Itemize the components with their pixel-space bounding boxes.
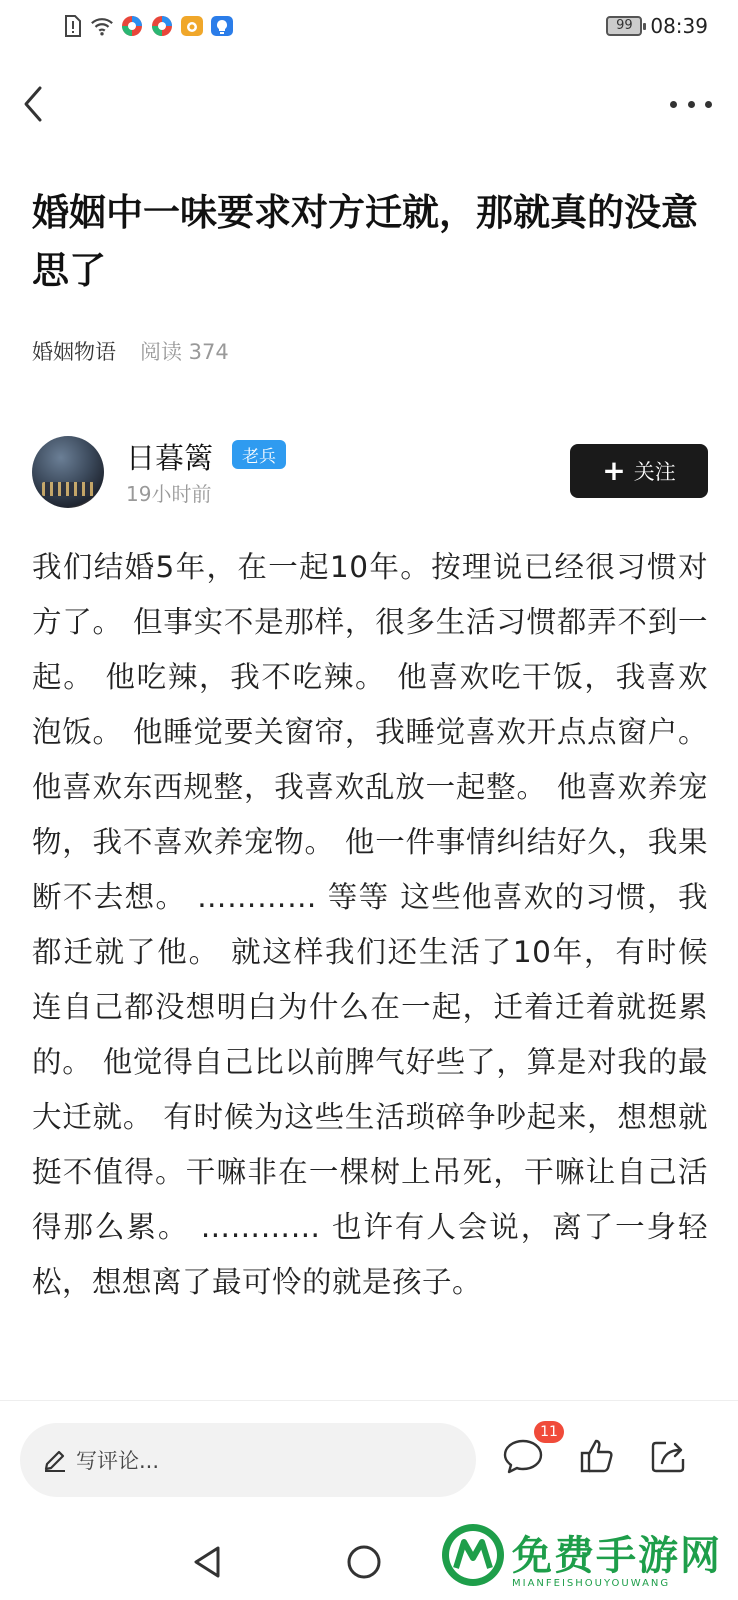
pencil-icon: [42, 1447, 68, 1473]
post-time: 19小时前: [126, 482, 212, 506]
comment-bar: [0, 1400, 738, 1520]
author-row: [32, 436, 708, 512]
article-meta: [32, 336, 229, 366]
author-badge: 老兵: [232, 440, 286, 469]
app-icon-4: [210, 14, 234, 38]
share-icon: [646, 1433, 692, 1479]
battery-indicator: 99: [606, 16, 642, 36]
more-dots-icon: [688, 101, 695, 108]
clock: 08:39: [650, 14, 708, 38]
comment-placeholder: 写评论...: [76, 1449, 160, 1473]
comment-button[interactable]: [500, 1424, 558, 1481]
comment-count-badge: 11: [534, 1421, 564, 1443]
wifi-icon: [90, 14, 114, 38]
app-icon-1: [120, 14, 144, 38]
article-title: 婚姻中一味要求对方迁就，那就真的没意思了: [32, 191, 698, 292]
thumbs-up-icon: [574, 1433, 620, 1479]
share-button[interactable]: [646, 1433, 694, 1481]
system-back-button[interactable]: [188, 1542, 228, 1582]
circle-home-icon: [344, 1542, 384, 1582]
nav-header: [0, 70, 738, 140]
comment-input[interactable]: [20, 1423, 476, 1497]
status-bar: [0, 0, 738, 56]
watermark: [440, 1518, 730, 1600]
follow-button[interactable]: [570, 444, 708, 498]
app-icon-2: [150, 14, 174, 38]
sim-warning-icon: [60, 14, 84, 38]
more-dots-icon: [670, 101, 677, 108]
avatar[interactable]: [32, 436, 104, 508]
article-body: 我们结婚5年，在一起10年。按理说已经很习惯对方了。 但事实不是那样，很多生活习惯都弄不到一起。 他吃辣，我不吃辣。 他喜欢吃干饭，我喜欢泡饭。 他睡觉要关窗帘，我睡觉喜欢开点点窗户。他喜欢东西规整，我喜欢乱放一起整。 他喜欢养宠物，我不喜欢养宠物。 他一件事情纠结好久，我果断不去想。 ………… 等等 这些他喜欢的习惯，我都迁就了他。 就这样我们还生活了10年，有时候连自己都没想明白为什么在一起，迁着迁着就挺累的。 他觉得自己比以前脾气好些了，算是对我的最大迁就。 有时候为这些生活琐碎争吵起来，想想就挺不值得。干嘛非在一棵树上吊死，干嘛让自己活得那么累。 ………… 也许有人会说，离了一身轻松，想想离了最可怜的就是孩子。: [32, 550, 708, 1299]
more-button[interactable]: [670, 90, 712, 118]
chevron-left-icon: [14, 80, 54, 128]
like-button[interactable]: [574, 1433, 622, 1481]
triangle-back-icon: [188, 1542, 228, 1582]
watermark-subtext: MIANFEISHOUYOUWANG: [512, 1578, 671, 1589]
read-count: 阅读 374: [140, 340, 229, 364]
follow-label: 关注: [633, 460, 676, 484]
app-icon-3: [180, 14, 204, 38]
article-source[interactable]: 婚姻物语: [32, 340, 116, 364]
back-button[interactable]: [14, 80, 54, 128]
plus-icon: +: [602, 454, 626, 487]
system-home-button[interactable]: [344, 1542, 384, 1582]
status-right: [606, 14, 708, 38]
watermark-text: 免费手游网: [512, 1533, 722, 1579]
watermark-logo-icon: [440, 1522, 506, 1588]
more-dots-icon: [705, 101, 712, 108]
author-name[interactable]: 日暮篱: [126, 441, 214, 475]
status-icons: [60, 14, 234, 38]
